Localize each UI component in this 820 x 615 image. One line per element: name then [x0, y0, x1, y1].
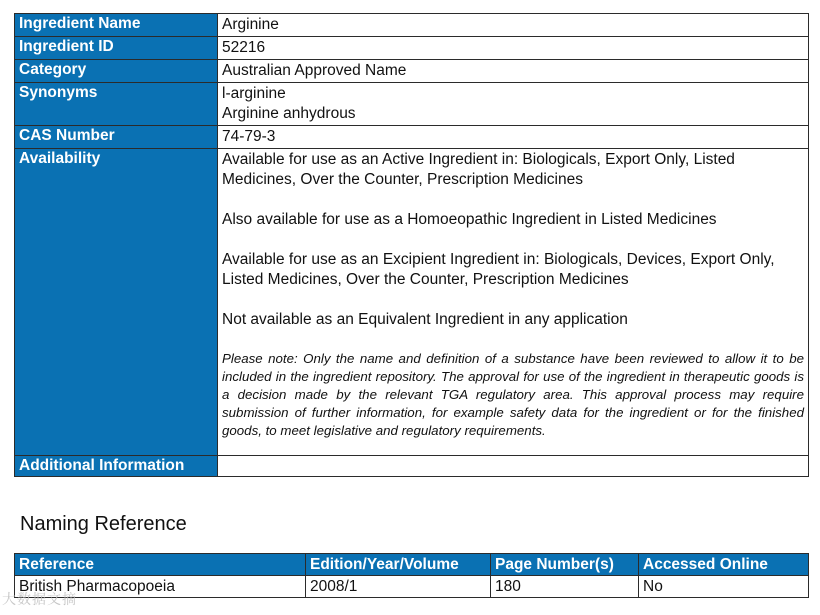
watermark-logo: 大数据文摘 [2, 591, 77, 607]
row-category [15, 60, 809, 83]
synonyms-value [218, 83, 809, 126]
row-availability [15, 149, 809, 456]
additional-information-value [218, 456, 809, 477]
page-numbers-header: Page Number(s) [491, 554, 639, 576]
naming-reference-header-row [15, 554, 809, 576]
reference-cell: British Pharmacopoeia [15, 576, 306, 598]
availability-paragraph: Available for use as an Excipient Ingredient in: Biologicals, Devices, Export Only, Listed Medicines, Over the Counter, Prescription Medicines [222, 251, 775, 288]
edition-year-volume-header: Edition/Year/Volume [306, 554, 491, 576]
availability-paragraph: Available for use as an Active Ingredient in: Biologicals, Export Only, Listed Medicines, Over the Counter, Prescription Medicines [222, 151, 735, 188]
row-cas-number [15, 126, 809, 149]
page-number-cell: 180 [491, 576, 639, 598]
table-row [15, 576, 809, 598]
naming-reference-title: Naming Reference [20, 513, 187, 535]
ingredient-name-label: Ingredient Name [15, 14, 218, 37]
availability-paragraph: Not available as an Equivalent Ingredient in any application [222, 311, 628, 328]
ingredient-id-label: Ingredient ID [15, 37, 218, 60]
category-value: Australian Approved Name [218, 60, 809, 83]
ingredient-details-table [14, 13, 809, 477]
accessed-online-cell: No [639, 576, 809, 598]
availability-paragraph: Also available for use as a Homoeopathic Ingredient in Listed Medicines [222, 211, 717, 228]
row-additional-information [15, 456, 809, 477]
edition-cell: 2008/1 [306, 576, 491, 598]
please-note-text: Please note: Only the name and definition of a substance have been reviewed to allow it to be included in the ingredient repository. The approval for use of the ingredient in therapeutic goods is a decision made by the relevant TGA regulatory area. This approval process may require submission of further information, for example safety data for the ingredient or for the finished goods, to meet legislative and regulatory requirements. [222, 351, 804, 438]
naming-reference-table [14, 553, 809, 598]
row-ingredient-name [15, 14, 809, 37]
cas-number-label: CAS Number [15, 126, 218, 149]
row-synonyms [15, 83, 809, 126]
reference-header: Reference [15, 554, 306, 576]
synonyms-label: Synonyms [15, 83, 218, 126]
ingredient-id-value: 52216 [218, 37, 809, 60]
accessed-online-header: Accessed Online [639, 554, 809, 576]
row-ingredient-id [15, 37, 809, 60]
cas-number-value: 74-79-3 [218, 126, 809, 149]
category-label: Category [15, 60, 218, 83]
ingredient-name-value: Arginine [218, 14, 809, 37]
synonym-item: Arginine anhydrous [222, 105, 356, 122]
synonym-item: l-arginine [222, 85, 286, 102]
availability-value [218, 149, 809, 456]
additional-information-label: Additional Information [15, 456, 218, 477]
availability-label: Availability [15, 149, 218, 456]
